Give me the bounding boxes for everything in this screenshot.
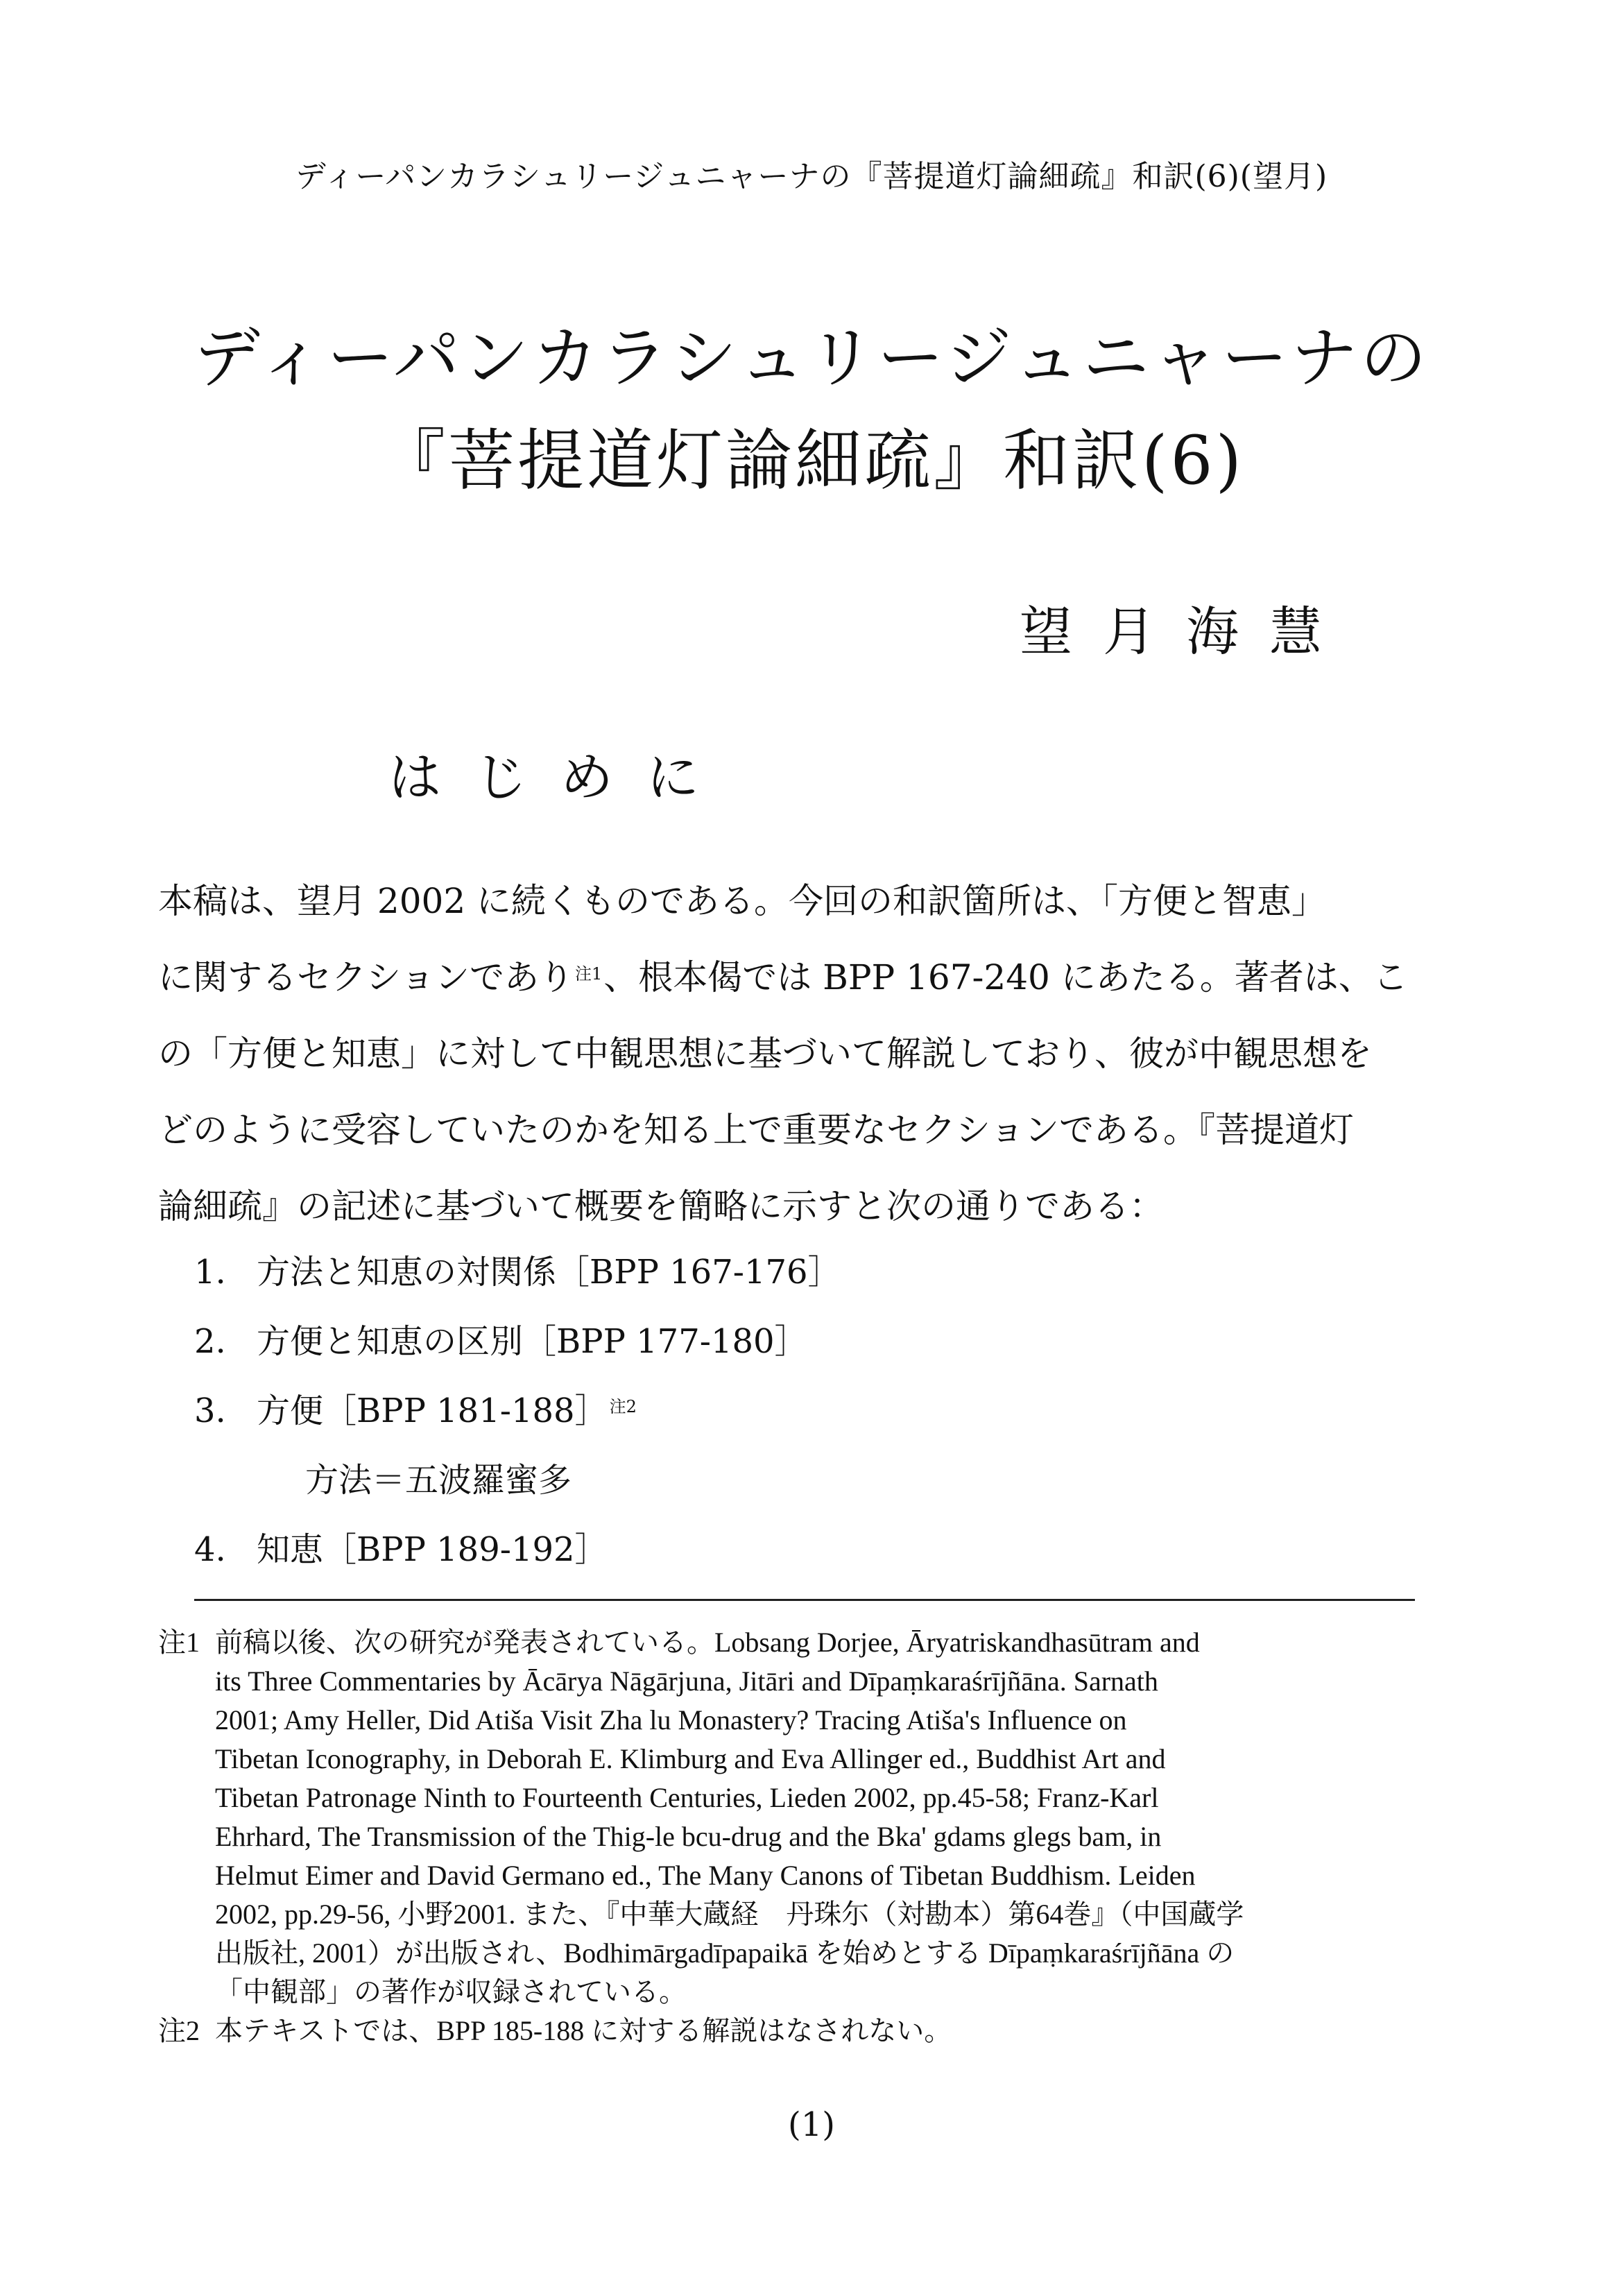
outline-item bbox=[194, 1384, 638, 1432]
outline-item-text: 方法と知恵の対関係［BPP 167-176］ bbox=[257, 1253, 841, 1292]
intro-line-5: 論細疏』の記述に基づいて概要を簡略に示すと次の通りである： bbox=[158, 1186, 1164, 1226]
outline-item-number: 4. bbox=[194, 1530, 226, 1569]
outline-item-number: 2. bbox=[194, 1322, 226, 1361]
outline-item bbox=[194, 1245, 841, 1293]
outline-subitem: 方法＝五波羅蜜多 bbox=[305, 1461, 572, 1500]
outline-item-number: 3. bbox=[194, 1391, 226, 1430]
footnote-line: Ehrhard, The Transmission of the Thig-le bcu-drug and the Bka' gdams glegs bam, in bbox=[215, 1821, 1162, 1852]
outline-item-number: 1. bbox=[194, 1253, 226, 1292]
footnote-2 bbox=[158, 2012, 1462, 2050]
footnote-line: 前稿以後、次の研究が発表されている。Lobsang Dorjee, Āryatriskandhasūtram and bbox=[215, 1627, 1200, 1658]
footnote-line: 本テキストでは、BPP 185-188 に対する解説はなされない。 bbox=[215, 2015, 952, 2046]
page-title-line-1: ディーパンカラシュリージュニャーナの bbox=[194, 319, 1429, 397]
footnote-mark: 注2 bbox=[158, 2015, 200, 2046]
footnote-line: 「中観部」の著作が収録されている。 bbox=[215, 1976, 687, 2007]
footnote-body bbox=[215, 1623, 1462, 2012]
footnote-ref-2[interactable]: 注2 bbox=[609, 1397, 637, 1416]
footnote-line: Helmut Eimer and David Germano ed., The Many Canons of Tibetan Buddhism. Leiden bbox=[215, 1860, 1196, 1891]
outline-item bbox=[194, 1314, 808, 1362]
footnote-line: 2001; Amy Heller, Did Atiša Visit Zha lu Monastery? Tracing Atiša's Influence on bbox=[215, 1704, 1127, 1736]
section-heading: はじめに bbox=[388, 746, 732, 808]
intro-line-1: 本稿は、望月 2002 に続くものである。今回の和訳箇所は、「方便と智恵」 bbox=[158, 881, 1327, 921]
intro-line-4: どのように受容していたのかを知る上で重要なセクションである。『菩提道灯 bbox=[158, 1110, 1354, 1150]
outline-item-text: 方便と知恵の区別［BPP 177-180］ bbox=[257, 1322, 808, 1361]
footnote-mark: 注1 bbox=[158, 1627, 200, 1658]
intro-line-2-part-a: に関するセクションであり bbox=[158, 957, 574, 997]
page-title-line-2: 『菩提道灯論細疏』和訳(6) bbox=[379, 422, 1244, 499]
outline-item-text: 方便［BPP 181-188］ bbox=[257, 1391, 608, 1430]
intro-line-2 bbox=[158, 956, 1448, 1005]
footnote-body bbox=[215, 2012, 1462, 2050]
footnote-line: Tibetan Iconography, in Deborah E. Klimburg and Eva Allinger ed., Buddhist Art and bbox=[215, 1743, 1166, 1774]
footnote-divider bbox=[194, 1599, 1415, 1601]
outline-item-text: 知恵［BPP 189-192］ bbox=[257, 1530, 608, 1569]
footnote-ref-1[interactable]: 注1 bbox=[575, 964, 603, 984]
author-name: 望月海慧 bbox=[1020, 601, 1352, 662]
intro-line-3: の「方便と知恵」に対して中観思想に基づいて解説しており、彼が中観思想を bbox=[158, 1034, 1372, 1074]
footnote-line: 2002, pp.29-56, 小野2001. また、『中華大蔵経 丹珠尓（対勘本）第64巻』（中国蔵学 bbox=[215, 1899, 1244, 1930]
footnote-line: 出版社, 2001）が出版され、Bodhimārgadīpapaikā を始めとする Dīpaṃkaraśrījñāna の bbox=[215, 1937, 1235, 1969]
page-number: (1) bbox=[788, 2105, 835, 2144]
outline-item bbox=[194, 1523, 608, 1570]
footnote-line: Tibetan Patronage Ninth to Fourteenth Centuries, Lieden 2002, pp.45-58; Franz-Karl bbox=[215, 1782, 1159, 1813]
footnote-line: its Three Commentaries by Ācārya Nāgārjuna, Jitāri and Dīpaṃkaraśrījñāna. Sarnath bbox=[215, 1665, 1158, 1697]
intro-line-2-part-b: 、根本偈では BPP 167-240 にあたる。著者は、こ bbox=[603, 957, 1408, 997]
footnote-1 bbox=[158, 1623, 1462, 2012]
running-head: ディーパンカラシュリージュニャーナの『菩提道灯論細疏』和訳(6)(望月) bbox=[295, 159, 1328, 194]
